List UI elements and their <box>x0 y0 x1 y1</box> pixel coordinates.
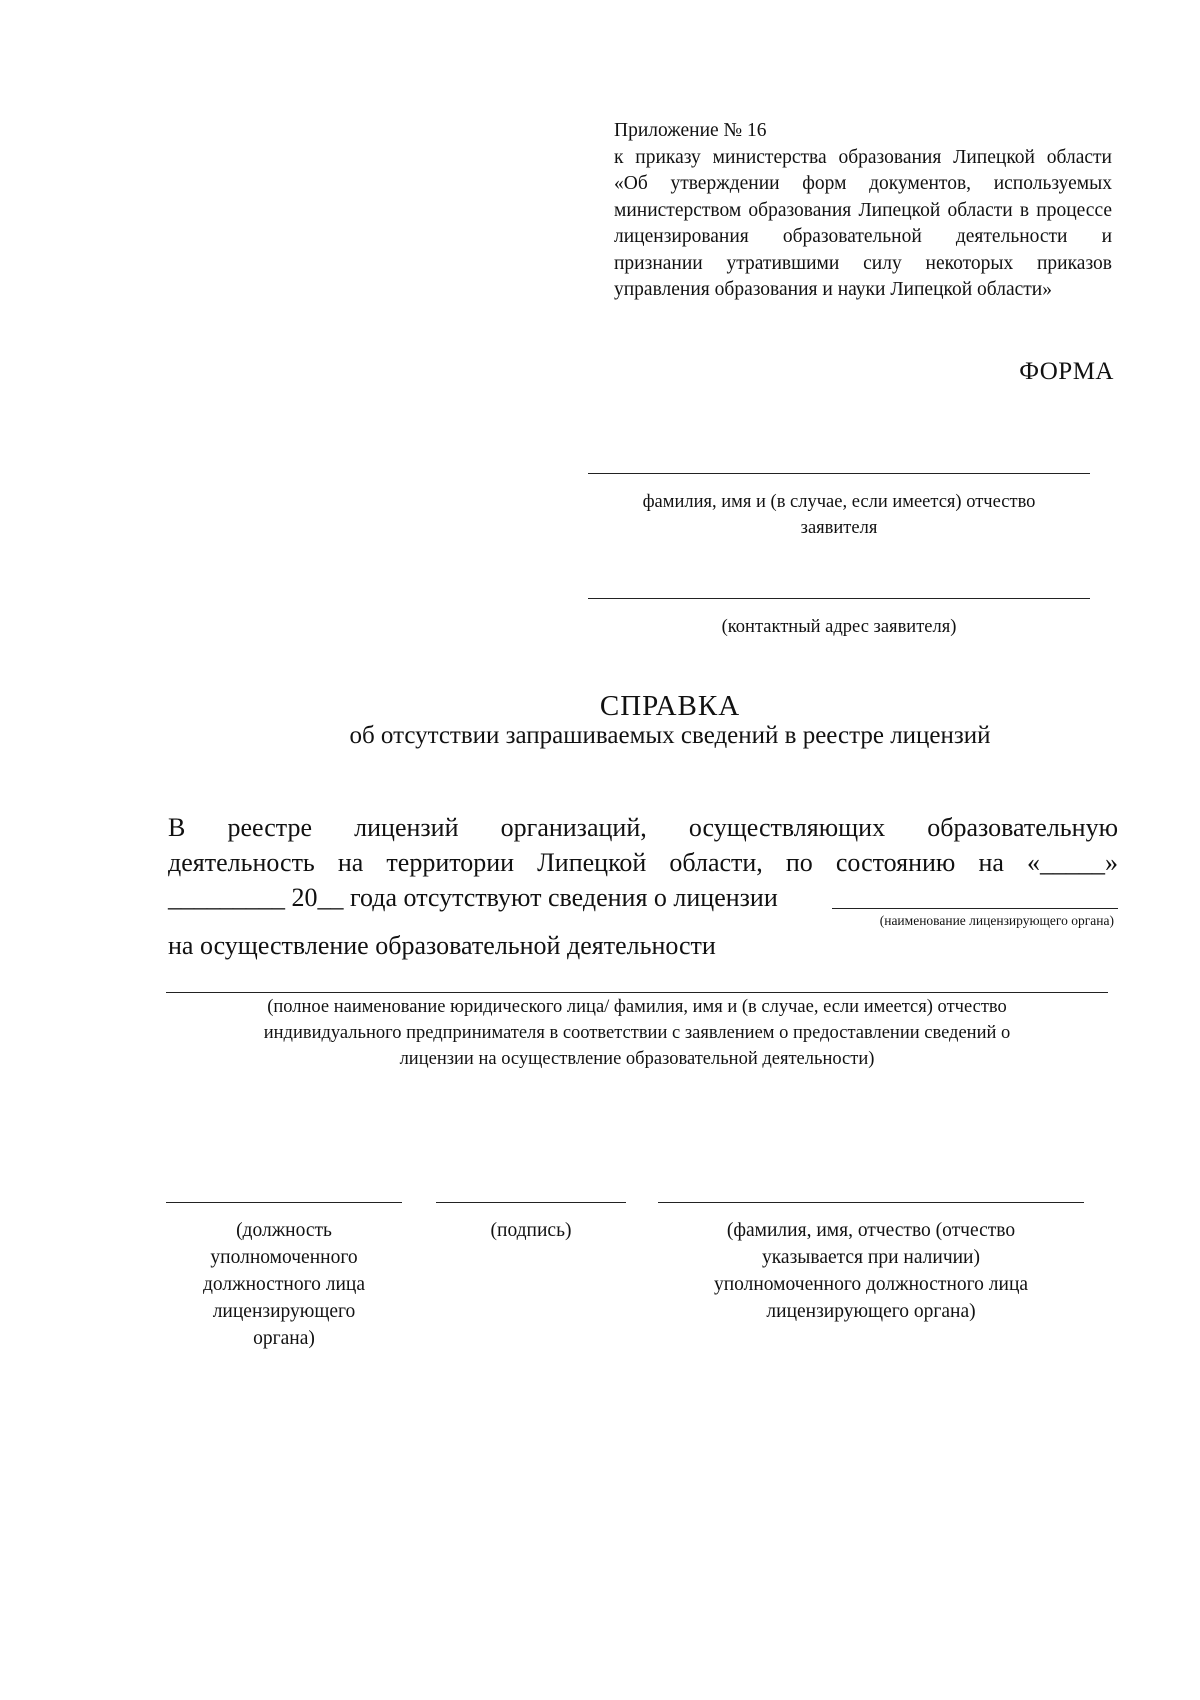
full-name-line <box>658 1202 1084 1203</box>
position-caption <box>166 1217 402 1352</box>
full-name-caption <box>658 1217 1084 1325</box>
position-caption-line1: (должность <box>236 1220 332 1241</box>
annex-reference <box>614 118 1112 304</box>
entity-name-line <box>166 992 1108 993</box>
entity-caption-line3: лицензии на осуществление образовательной деятельности) <box>399 1049 875 1069</box>
signature-line <box>436 1202 626 1203</box>
applicant-address-caption: (контактный адрес заявителя) <box>721 617 957 637</box>
position-caption-line5: органа) <box>253 1328 315 1349</box>
annex-title: Приложение № 16 <box>614 120 767 141</box>
applicant-name-caption <box>588 489 1090 541</box>
applicant-name-line <box>588 473 1090 474</box>
entity-name-caption <box>166 994 1108 1072</box>
document-title: СПРАВКА <box>599 690 741 722</box>
applicant-address-line <box>588 598 1090 599</box>
document-subtitle: об отсутствии запрашиваемых сведений в реестре лицензий <box>349 722 991 749</box>
applicant-name-caption-line1: фамилия, имя и (в случае, если имеется) отчество <box>642 492 1036 512</box>
form-label: ФОРМА <box>1019 358 1114 385</box>
licensing-authority-caption: (наименование лицензирующего органа) <box>879 913 1114 928</box>
entity-caption-line1: (полное наименование юридического лица/ фамилия, имя и (в случае, если имеется) отчество <box>267 997 1007 1017</box>
position-caption-line2: уполномоченного <box>210 1247 358 1268</box>
annex-body: к приказу министерства образования Липецкой области «Об утверждении форм документов, используемых министерством образования Липецкой области в процессе лицензирования образовательной деятельности и признании утратившими силу некоторых приказов управления образования и науки Липецкой области» <box>614 146 1112 300</box>
body-line-3: _________ 20__ года отсутствуют сведения о лицензии <box>168 883 778 912</box>
body-line-2: деятельность на территории Липецкой области, по состоянию на «_____» <box>168 848 1118 877</box>
licensing-authority-line <box>832 908 1118 909</box>
position-caption-line3: должностного лица <box>202 1274 366 1295</box>
entity-caption-line2: индивидуального предпринимателя в соответствии с заявлением о предоставлении сведений о <box>263 1023 1011 1043</box>
full-name-caption-line4: лицензирующего органа) <box>766 1301 976 1322</box>
full-name-caption-line3: уполномоченного должностного лица <box>713 1274 1029 1295</box>
applicant-name-caption-line2: заявителя <box>800 518 878 538</box>
full-name-caption-line1: (фамилия, имя, отчество (отчество <box>726 1220 1016 1241</box>
signature-caption: (подпись) <box>490 1220 572 1241</box>
position-line <box>166 1202 402 1203</box>
full-name-caption-line2: указывается при наличии) <box>761 1247 980 1268</box>
position-caption-line4: лицензирующего <box>212 1301 356 1322</box>
body-line-4: на осуществление образовательной деятельности <box>168 931 716 960</box>
body-line-1: В реестре лицензий организаций, осуществляющих образовательную <box>168 813 1118 842</box>
